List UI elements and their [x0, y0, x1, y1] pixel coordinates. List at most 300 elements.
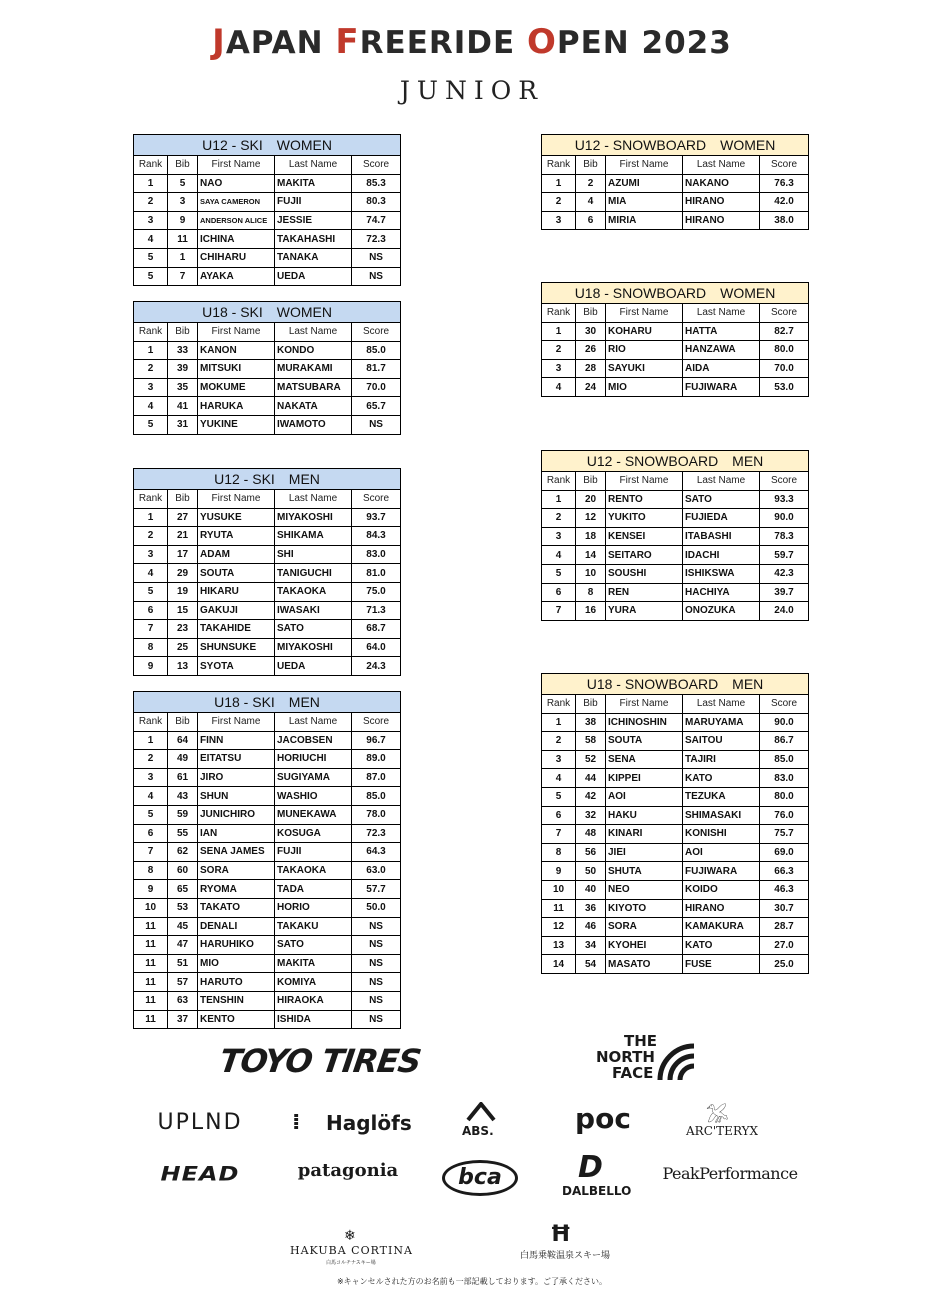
last-name-cell: UEDA — [275, 657, 352, 676]
bib-cell: 26 — [576, 341, 606, 360]
last-name-header: Last Name — [683, 472, 760, 491]
bib-cell: 56 — [576, 843, 606, 862]
last-name-cell: KATO — [683, 936, 760, 955]
last-name-cell: KAMAKURA — [683, 918, 760, 937]
rank-cell: 3 — [134, 545, 168, 564]
first-name-cell: RIO — [606, 341, 683, 360]
bib-header: Bib — [168, 490, 198, 509]
first-name-cell: AYAKA — [198, 267, 275, 286]
last-name-cell: KATO — [683, 769, 760, 788]
score-cell: 65.7 — [352, 397, 401, 416]
rank-cell: 1 — [134, 174, 168, 193]
table-row — [542, 174, 809, 193]
rank-cell: 3 — [134, 378, 168, 397]
first-name-cell: YUSUKE — [198, 508, 275, 527]
last-name-cell: HATTA — [683, 322, 760, 341]
first-name-cell: KOHARU — [606, 322, 683, 341]
table-row — [134, 880, 401, 899]
score-cell: 78.3 — [760, 527, 809, 546]
rank-cell: 1 — [542, 174, 576, 193]
dalbello-wordmark: DALBELLO — [562, 1184, 632, 1198]
rank-cell: 13 — [542, 936, 576, 955]
bib-cell: 55 — [168, 824, 198, 843]
table-row — [134, 174, 401, 193]
score-cell: 50.0 — [352, 898, 401, 917]
first-name-cell: HARUKA — [198, 397, 275, 416]
bib-cell: 65 — [168, 880, 198, 899]
bib-cell: 12 — [576, 509, 606, 528]
rank-cell: 3 — [134, 768, 168, 787]
score-cell: 83.0 — [760, 769, 809, 788]
first-name-cell: KINARI — [606, 825, 683, 844]
bib-cell: 6 — [576, 211, 606, 230]
table-row — [542, 899, 809, 918]
score-cell: 25.0 — [760, 955, 809, 974]
rank-cell: 2 — [134, 360, 168, 379]
first-name-cell: AZUMI — [606, 174, 683, 193]
score-cell: NS — [352, 973, 401, 992]
rank-cell: 5 — [542, 564, 576, 583]
last-name-header: Last Name — [683, 156, 760, 175]
bib-cell: 40 — [576, 880, 606, 899]
last-name-cell: TANAKA — [275, 248, 352, 267]
score-cell: 42.0 — [760, 193, 809, 212]
score-header: Score — [760, 304, 809, 323]
score-cell: 24.3 — [352, 657, 401, 676]
last-name-cell: MIYAKOSHI — [275, 638, 352, 657]
last-name-cell: NAKATA — [275, 397, 352, 416]
table-header-row — [134, 156, 401, 175]
bib-cell: 7 — [168, 267, 198, 286]
bib-cell: 25 — [168, 638, 198, 657]
rank-cell: 6 — [134, 601, 168, 620]
table-row — [542, 936, 809, 955]
abs-peak-icon — [466, 1102, 496, 1122]
bib-cell: 46 — [576, 918, 606, 937]
last-name-cell: KOIDO — [683, 880, 760, 899]
rank-cell: 11 — [134, 936, 168, 955]
last-name-cell: ONOZUKA — [683, 602, 760, 621]
rank-cell: 7 — [542, 602, 576, 621]
last-name-cell: MAKITA — [275, 954, 352, 973]
rank-cell: 2 — [542, 509, 576, 528]
bib-cell: 39 — [168, 360, 198, 379]
first-name-cell: FINN — [198, 731, 275, 750]
first-name-cell: RYOMA — [198, 880, 275, 899]
table-row — [134, 731, 401, 750]
table-row — [134, 750, 401, 769]
first-name-cell: SORA — [198, 861, 275, 880]
score-cell: 89.0 — [352, 750, 401, 769]
first-name-cell: KIPPEI — [606, 769, 683, 788]
bib-cell: 8 — [576, 583, 606, 602]
rank-header: Rank — [542, 156, 576, 175]
score-cell: 59.7 — [760, 546, 809, 565]
score-cell: 63.0 — [352, 861, 401, 880]
table-title: U12 - SNOWBOARD WOMEN — [542, 135, 809, 156]
last-name-cell: TEZUKA — [683, 787, 760, 806]
rank-cell: 7 — [134, 620, 168, 639]
first-name-cell: DENALI — [198, 917, 275, 936]
last-name-cell: SHIKAMA — [275, 527, 352, 546]
rank-cell: 2 — [134, 193, 168, 212]
score-cell: 93.3 — [760, 490, 809, 509]
bib-cell: 32 — [576, 806, 606, 825]
bib-cell: 17 — [168, 545, 198, 564]
rank-cell: 6 — [542, 583, 576, 602]
first-name-cell: SAYA CAMERON — [198, 193, 275, 212]
rank-cell: 1 — [134, 731, 168, 750]
bib-cell: 20 — [576, 490, 606, 509]
score-cell: 96.7 — [352, 731, 401, 750]
last-name-cell: MUNEKAWA — [275, 805, 352, 824]
dalbello-logo — [558, 1150, 634, 1198]
hakuba-wordmark: HAKUBA CORTINA — [290, 1244, 413, 1257]
rank-cell: 10 — [542, 880, 576, 899]
last-name-cell: SATO — [275, 936, 352, 955]
first-name-cell: NAO — [198, 174, 275, 193]
rank-cell: 6 — [134, 824, 168, 843]
first-name-cell: REN — [606, 583, 683, 602]
rank-cell: 2 — [542, 341, 576, 360]
last-name-cell: SAITOU — [683, 732, 760, 751]
bib-cell: 43 — [168, 787, 198, 806]
bib-cell: 51 — [168, 954, 198, 973]
table-title: U12 - SKI MEN — [134, 469, 401, 490]
rank-cell: 4 — [134, 397, 168, 416]
table-row — [542, 359, 809, 378]
table-row — [134, 341, 401, 360]
score-cell: 42.3 — [760, 564, 809, 583]
first-name-cell: SHUNSUKE — [198, 638, 275, 657]
last-name-cell: ISHIDA — [275, 1010, 352, 1029]
rank-cell: 4 — [134, 787, 168, 806]
last-name-cell: FUSE — [683, 955, 760, 974]
last-name-cell: JACOBSEN — [275, 731, 352, 750]
last-name-cell: IWASAKI — [275, 601, 352, 620]
first-name-cell: CHIHARU — [198, 248, 275, 267]
bib-cell: 11 — [168, 230, 198, 249]
score-cell: 93.7 — [352, 508, 401, 527]
first-name-cell: SORA — [606, 918, 683, 937]
table-row — [542, 787, 809, 806]
rank-cell: 5 — [134, 267, 168, 286]
first-name-header: First Name — [606, 695, 683, 714]
first-name-cell: ANDERSON ALICE — [198, 211, 275, 230]
table-row — [134, 936, 401, 955]
first-name-cell: GAKUJI — [198, 601, 275, 620]
score-cell: 69.0 — [760, 843, 809, 862]
rank-header: Rank — [542, 695, 576, 714]
score-cell: NS — [352, 248, 401, 267]
score-cell: 70.0 — [352, 378, 401, 397]
bib-cell: 62 — [168, 843, 198, 862]
table-row — [542, 211, 809, 230]
first-name-header: First Name — [198, 490, 275, 509]
score-cell: 75.0 — [352, 582, 401, 601]
table-row — [134, 638, 401, 657]
first-name-cell: TENSHIN — [198, 991, 275, 1010]
table-header-row — [542, 695, 809, 714]
score-cell: 90.0 — [760, 509, 809, 528]
table-row — [134, 397, 401, 416]
score-cell: NS — [352, 991, 401, 1010]
table-title: U18 - SKI MEN — [134, 692, 401, 713]
last-name-cell: ISHIKSWA — [683, 564, 760, 583]
rank-cell: 2 — [542, 193, 576, 212]
rank-cell: 4 — [542, 769, 576, 788]
rank-cell: 4 — [542, 378, 576, 397]
table-header-row — [134, 490, 401, 509]
page-subtitle: JUNIOR — [399, 76, 545, 105]
table-row — [542, 527, 809, 546]
last-name-cell: WASHIO — [275, 787, 352, 806]
rank-header: Rank — [134, 490, 168, 509]
rank-cell: 5 — [134, 248, 168, 267]
table-row — [542, 378, 809, 397]
score-cell: NS — [352, 954, 401, 973]
last-name-cell: KONISHI — [683, 825, 760, 844]
rank-cell: 10 — [134, 898, 168, 917]
table-row — [542, 490, 809, 509]
score-cell: 38.0 — [760, 211, 809, 230]
norikura-mark-icon: Ħ — [550, 1222, 572, 1247]
score-cell: 82.7 — [760, 322, 809, 341]
page-title: JAPAN FREERIDE OPEN 2023 — [212, 22, 732, 62]
rank-cell: 2 — [134, 527, 168, 546]
hakuba-snowflake-icon: ❄ — [344, 1228, 356, 1244]
table-row — [542, 769, 809, 788]
rank-cell: 3 — [134, 211, 168, 230]
score-cell: 85.0 — [352, 787, 401, 806]
first-name-cell: HARUTO — [198, 973, 275, 992]
table-row — [134, 917, 401, 936]
score-cell: 30.7 — [760, 899, 809, 918]
first-name-cell: MIO — [606, 378, 683, 397]
bca-wordmark: bca — [442, 1160, 518, 1196]
first-name-header: First Name — [606, 156, 683, 175]
table-row — [134, 415, 401, 434]
rank-cell: 11 — [542, 899, 576, 918]
table-row — [134, 973, 401, 992]
first-name-cell: SEITARO — [606, 546, 683, 565]
score-cell: 72.3 — [352, 230, 401, 249]
table-u18-snowboard-women — [541, 282, 809, 397]
last-name-cell: ITABASHI — [683, 527, 760, 546]
bib-cell: 30 — [576, 322, 606, 341]
rank-cell: 11 — [134, 954, 168, 973]
last-name-cell: TAKAHASHI — [275, 230, 352, 249]
score-header: Score — [352, 323, 401, 342]
table-u12-snowboard-women — [541, 134, 809, 230]
first-name-cell: ICHINA — [198, 230, 275, 249]
first-name-cell: HAKU — [606, 806, 683, 825]
arcteryx-logo — [680, 1098, 760, 1142]
score-cell: NS — [352, 415, 401, 434]
table-u12-ski-women — [133, 134, 401, 286]
first-name-header: First Name — [198, 713, 275, 732]
bca-logo — [442, 1160, 518, 1198]
rank-cell: 11 — [134, 1010, 168, 1029]
last-name-cell: FUJII — [275, 193, 352, 212]
last-name-cell: HORIO — [275, 898, 352, 917]
bib-cell: 16 — [576, 602, 606, 621]
rank-cell: 4 — [542, 546, 576, 565]
tnf-line-1: THE — [624, 1032, 658, 1050]
peak-performance-logo: PeakPerformance — [662, 1164, 798, 1183]
norikura-wordmark: 白馬乗鞍温泉スキー場 — [520, 1251, 611, 1261]
bib-header: Bib — [576, 472, 606, 491]
bib-cell: 23 — [168, 620, 198, 639]
first-name-cell: SENA JAMES — [198, 843, 275, 862]
table-row — [542, 825, 809, 844]
bib-cell: 45 — [168, 917, 198, 936]
bib-cell: 2 — [576, 174, 606, 193]
toyo-tires-logo: TOYO TIRES — [217, 1042, 423, 1080]
bib-cell: 18 — [576, 527, 606, 546]
table-row — [134, 582, 401, 601]
rank-cell: 1 — [134, 508, 168, 527]
rank-cell: 6 — [542, 806, 576, 825]
abs-logo — [456, 1102, 506, 1142]
table-u18-snowboard-men — [541, 673, 809, 974]
table-row — [542, 806, 809, 825]
score-cell: 76.3 — [760, 174, 809, 193]
score-cell: 76.0 — [760, 806, 809, 825]
first-name-header: First Name — [198, 323, 275, 342]
score-cell: 80.0 — [760, 341, 809, 360]
score-cell: 64.3 — [352, 843, 401, 862]
bib-header: Bib — [576, 695, 606, 714]
score-cell: 84.3 — [352, 527, 401, 546]
score-cell: 78.0 — [352, 805, 401, 824]
rank-cell: 5 — [134, 805, 168, 824]
table-header-row — [542, 304, 809, 323]
bib-cell: 10 — [576, 564, 606, 583]
table-u12-ski-men — [133, 468, 401, 676]
rank-cell: 14 — [542, 955, 576, 974]
last-name-cell: FUJIWARA — [683, 378, 760, 397]
first-name-cell: KENTO — [198, 1010, 275, 1029]
last-name-cell: FUJIWARA — [683, 862, 760, 881]
rank-cell: 1 — [542, 322, 576, 341]
score-cell: 85.3 — [352, 174, 401, 193]
table-header-row — [134, 323, 401, 342]
first-name-cell: KYOHEI — [606, 936, 683, 955]
bib-cell: 35 — [168, 378, 198, 397]
table-row — [542, 955, 809, 974]
last-name-cell: FUJIEDA — [683, 509, 760, 528]
first-name-cell: KIYOTO — [606, 899, 683, 918]
table-header-row — [542, 156, 809, 175]
first-name-cell: RENTO — [606, 490, 683, 509]
hakuba-subtitle: 白馬コルチナスキー場 — [326, 1260, 376, 1266]
score-cell: NS — [352, 267, 401, 286]
table-row — [134, 267, 401, 286]
last-name-cell: MIYAKOSHI — [275, 508, 352, 527]
bib-cell: 27 — [168, 508, 198, 527]
hakuba-cortina-logo — [286, 1230, 422, 1266]
rank-header: Rank — [134, 156, 168, 175]
arcteryx-wordmark: ARC'TERYX — [686, 1124, 759, 1138]
last-name-cell: HIRANO — [683, 193, 760, 212]
table-title: U18 - SNOWBOARD MEN — [542, 674, 809, 695]
table-row — [134, 768, 401, 787]
last-name-cell: HANZAWA — [683, 341, 760, 360]
bib-header: Bib — [168, 156, 198, 175]
bib-cell: 60 — [168, 861, 198, 880]
first-name-cell: MASATO — [606, 955, 683, 974]
last-name-cell: SATO — [275, 620, 352, 639]
first-name-cell: MITSUKI — [198, 360, 275, 379]
rank-cell: 9 — [134, 880, 168, 899]
rank-cell: 11 — [134, 973, 168, 992]
rank-cell: 2 — [134, 750, 168, 769]
rank-cell: 11 — [134, 991, 168, 1010]
score-cell: 66.3 — [760, 862, 809, 881]
bib-cell: 9 — [168, 211, 198, 230]
last-name-cell: UEDA — [275, 267, 352, 286]
last-name-cell: IDACHI — [683, 546, 760, 565]
first-name-cell: HARUHIKO — [198, 936, 275, 955]
score-cell: 24.0 — [760, 602, 809, 621]
table-row — [134, 193, 401, 212]
last-name-header: Last Name — [275, 323, 352, 342]
table-row — [134, 211, 401, 230]
table-row — [134, 508, 401, 527]
rank-cell: 5 — [134, 582, 168, 601]
table-row — [134, 564, 401, 583]
first-name-cell: SHUN — [198, 787, 275, 806]
score-cell: 71.3 — [352, 601, 401, 620]
bib-cell: 41 — [168, 397, 198, 416]
first-name-header: First Name — [606, 304, 683, 323]
table-u18-ski-men — [133, 691, 401, 1029]
bib-header: Bib — [168, 713, 198, 732]
score-cell: 80.0 — [760, 787, 809, 806]
last-name-cell: KONDO — [275, 341, 352, 360]
table-row — [134, 360, 401, 379]
score-cell: 46.3 — [760, 880, 809, 899]
first-name-cell: SAYUKI — [606, 359, 683, 378]
poc-logo: poc — [575, 1102, 631, 1135]
rank-cell: 3 — [542, 750, 576, 769]
bib-cell: 15 — [168, 601, 198, 620]
bib-cell: 54 — [576, 955, 606, 974]
last-name-header: Last Name — [683, 304, 760, 323]
score-header: Score — [760, 472, 809, 491]
bib-cell: 24 — [576, 378, 606, 397]
bib-cell: 59 — [168, 805, 198, 824]
patagonia-logo: patagonia — [297, 1160, 399, 1181]
haglofs-h-icon: ⁞ — [292, 1110, 301, 1135]
bib-cell: 47 — [168, 936, 198, 955]
bib-cell: 5 — [168, 174, 198, 193]
bib-cell: 42 — [576, 787, 606, 806]
last-name-cell: AOI — [683, 843, 760, 862]
bib-cell: 1 — [168, 248, 198, 267]
rank-cell: 3 — [542, 359, 576, 378]
score-cell: 87.0 — [352, 768, 401, 787]
last-name-cell: JESSIE — [275, 211, 352, 230]
last-name-cell: TANIGUCHI — [275, 564, 352, 583]
bib-cell: 64 — [168, 731, 198, 750]
uplnd-logo: UPLND — [157, 1110, 243, 1135]
table-u12-snowboard-men — [541, 450, 809, 621]
first-name-cell: ADAM — [198, 545, 275, 564]
first-name-cell: YUKINE — [198, 415, 275, 434]
first-name-cell: EITATSU — [198, 750, 275, 769]
